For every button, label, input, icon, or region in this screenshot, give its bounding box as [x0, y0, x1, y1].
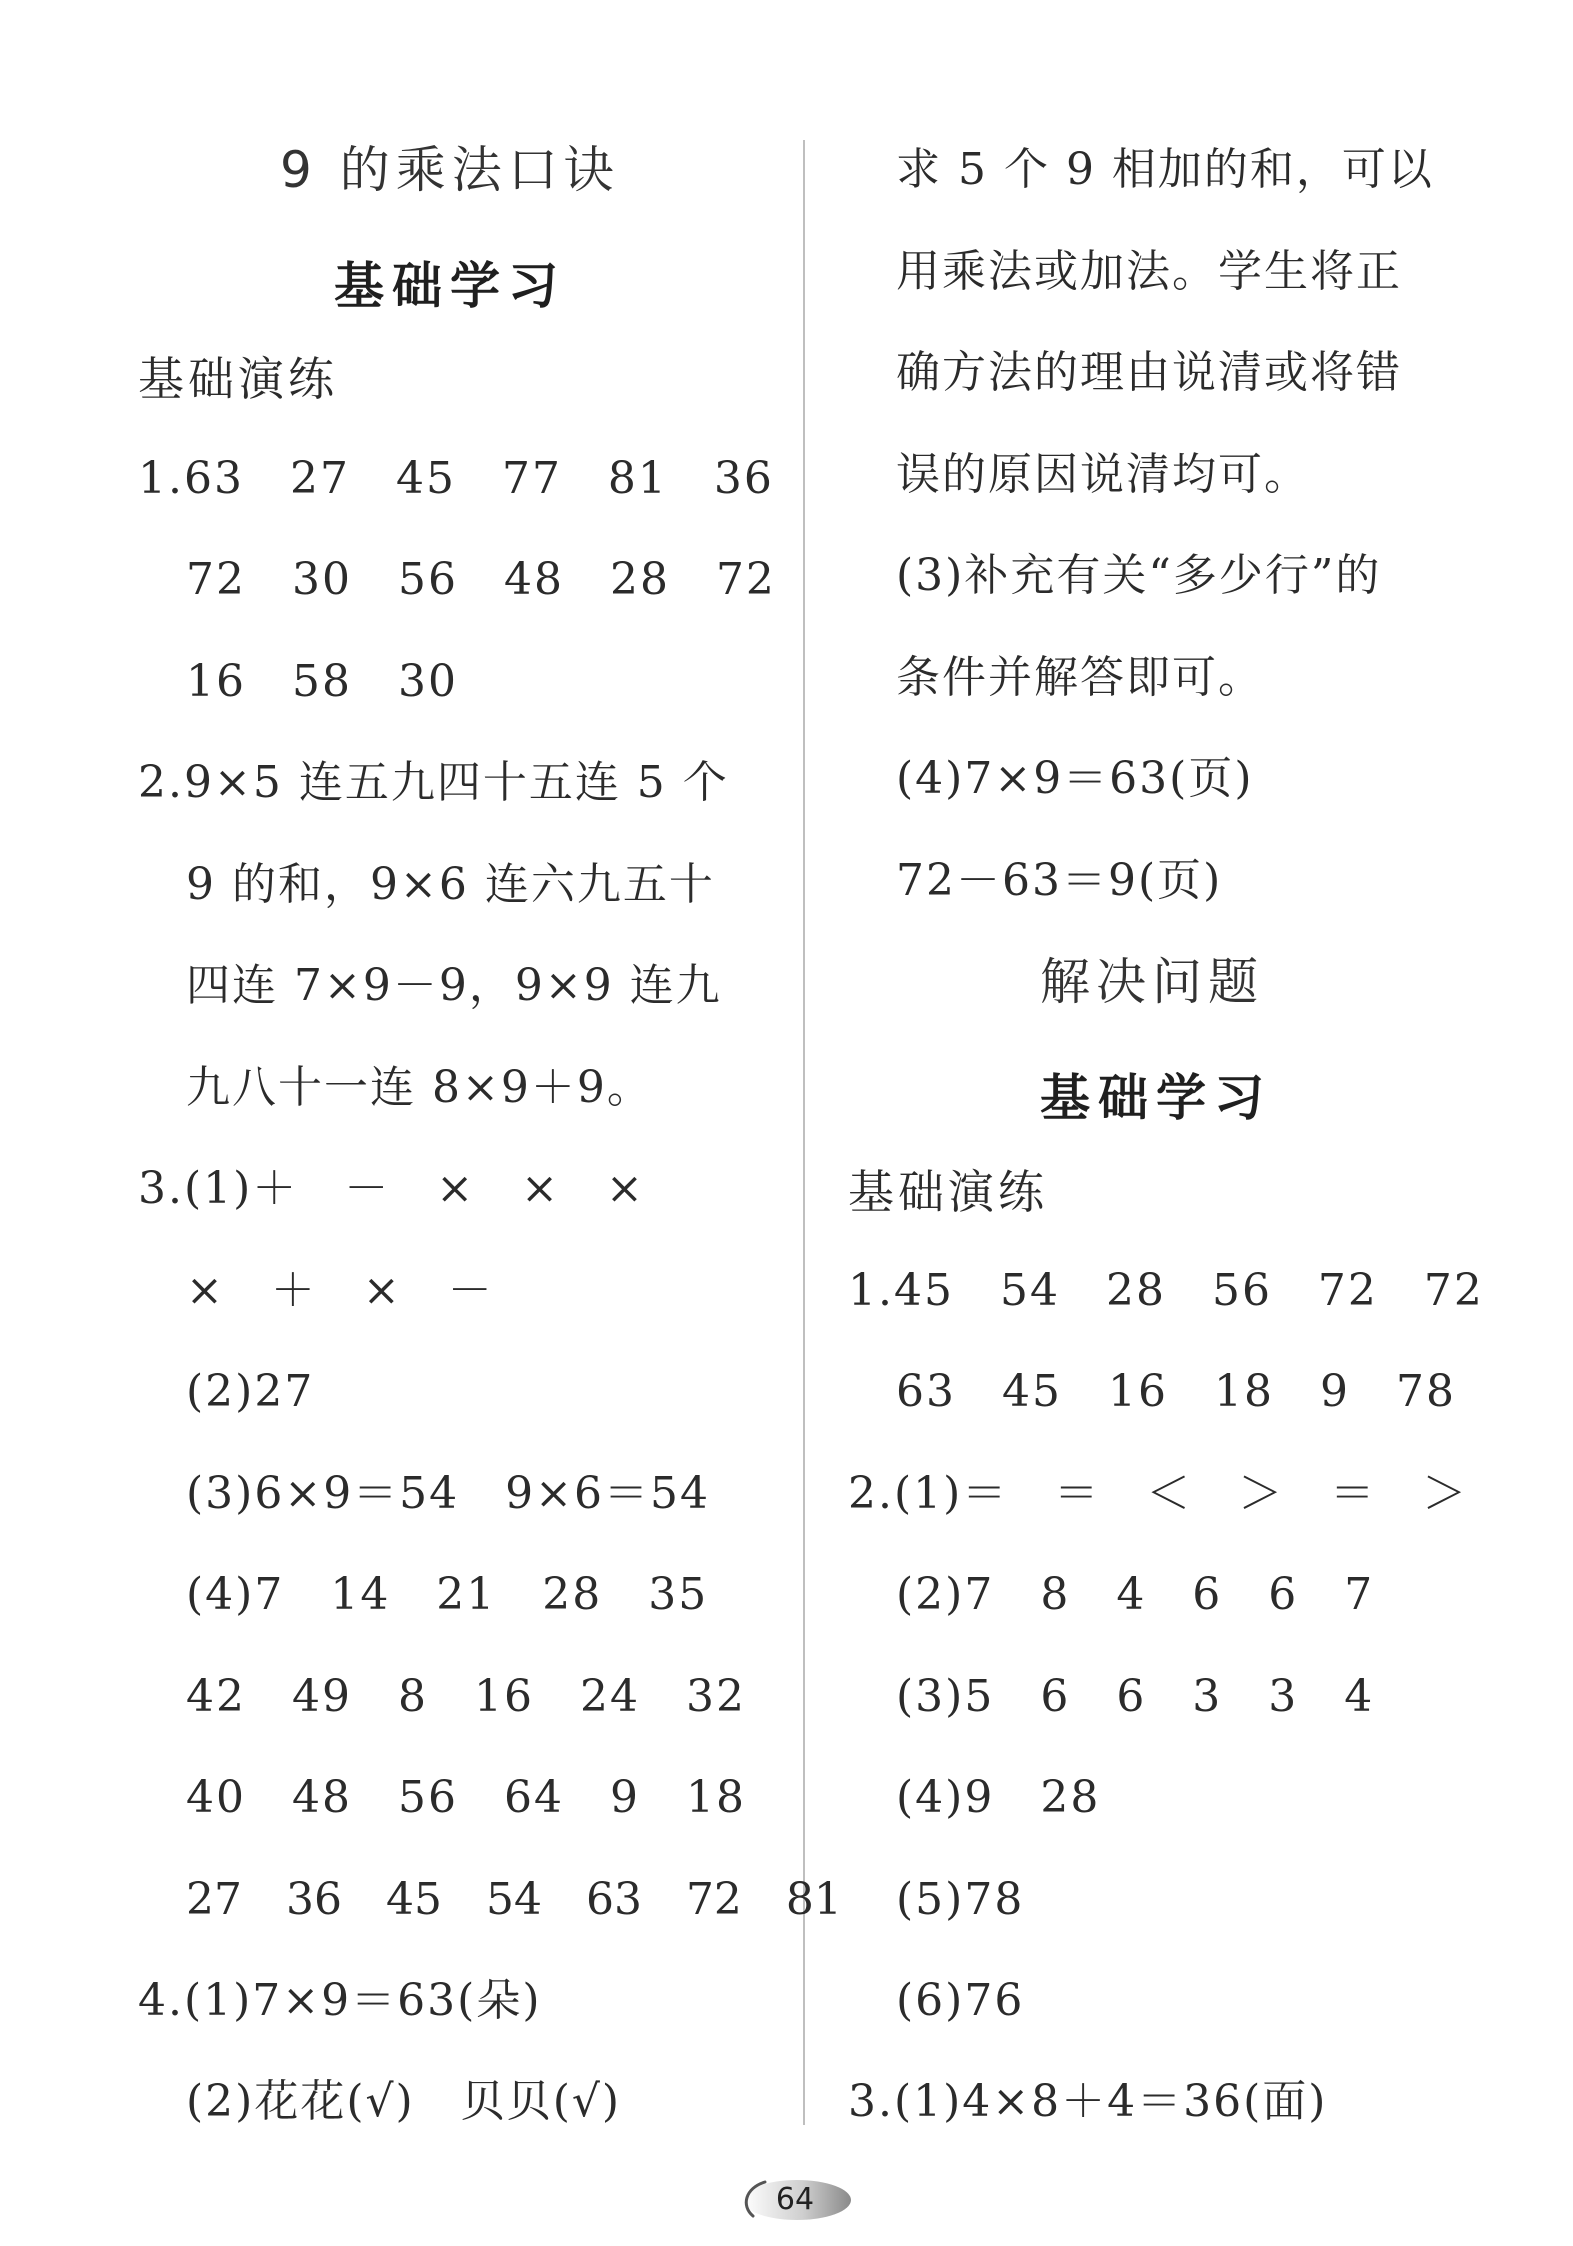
- answer-line: (2)7 8 4 6 6 7: [896, 1569, 1375, 1620]
- answer-line: 用乘法或加法。学生将正: [896, 246, 1402, 297]
- answer-line: 63 45 16 18 9 78: [896, 1366, 1456, 1417]
- page-number: 64: [775, 2182, 815, 2217]
- answer-line: 3.(1)4×8＋4＝36(面): [848, 2076, 1328, 2127]
- answer-line: × ＋ × －: [186, 1265, 494, 1316]
- answer-line: (4)7×9＝63(页): [896, 753, 1254, 804]
- answer-line: (3)补充有关“多少行”的: [896, 550, 1382, 601]
- answer-line: 4.(1)7×9＝63(朵): [138, 1975, 542, 2026]
- answer-line: 16 58 30: [186, 656, 458, 707]
- answer-line: 求 5 个 9 相加的和，可以: [896, 144, 1434, 195]
- column-divider: [803, 140, 805, 2125]
- answer-line: 72 30 56 48 28 72: [186, 554, 776, 605]
- heading-basic-learning: 基础学习: [334, 257, 566, 315]
- answer-line: (4)9 28: [896, 1772, 1101, 1823]
- answer-line: 误的原因说清均可。: [896, 449, 1310, 500]
- answer-line: (2)花花(√) 贝贝(√): [186, 2076, 622, 2127]
- answer-line: 72－63＝9(页): [896, 855, 1223, 906]
- subheading-basic-practice: 基础演练: [138, 352, 338, 406]
- answer-line: 2.9×5 连五九四十五连 5 个: [138, 757, 729, 808]
- answer-line: 条件并解答即可。: [896, 652, 1264, 703]
- answer-line: 四连 7×9－9，9×9 连九: [186, 960, 722, 1011]
- subheading-basic-practice: 基础演练: [848, 1165, 1048, 1219]
- answer-line: 42 49 8 16 24 32: [186, 1671, 746, 1722]
- answer-line: (3)6×9＝54 9×6＝54: [186, 1468, 711, 1519]
- section-title-multiplication-9: 9 的乘法口诀: [280, 141, 620, 199]
- answer-line: (5)78: [896, 1874, 1025, 1925]
- answer-line: (3)5 6 6 3 3 4: [896, 1671, 1375, 1722]
- section-title-solve-problems: 解决问题: [1040, 953, 1264, 1011]
- heading-basic-learning: 基础学习: [1040, 1069, 1272, 1127]
- answer-line: 27 36 45 54 63 72 81: [186, 1874, 842, 1925]
- answer-line: 九八十一连 8×9＋9。: [186, 1062, 653, 1113]
- answer-line: 2.(1)＝ ＝ ＜ ＞ ＝ ＞: [848, 1468, 1469, 1519]
- answer-line: (6)76: [896, 1975, 1025, 2026]
- answer-line: 确方法的理由说清或将错: [896, 347, 1402, 398]
- answer-line: 9 的和，9×6 连六九五十: [186, 859, 715, 910]
- answer-line: (2)27: [186, 1366, 315, 1417]
- answer-line: 1.63 27 45 77 81 36: [138, 453, 774, 504]
- page-number-badge: [735, 2176, 855, 2224]
- answer-line: (4)7 14 21 28 35: [186, 1569, 709, 1620]
- answer-line: 3.(1)＋ － × × ×: [138, 1163, 645, 1214]
- answer-line: 40 48 56 64 9 18: [186, 1772, 746, 1823]
- answer-line: 1.45 54 28 56 72 72: [848, 1265, 1484, 1316]
